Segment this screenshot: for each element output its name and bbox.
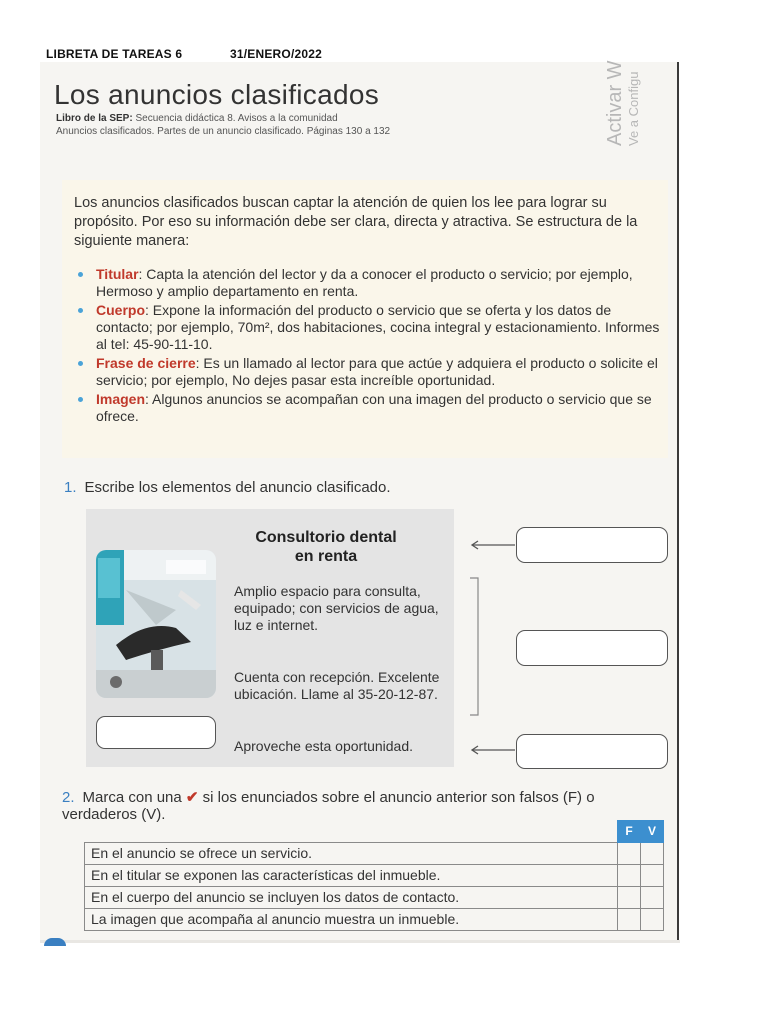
checkbox-f-4[interactable] <box>618 908 641 930</box>
header-spacer <box>85 821 618 843</box>
term-titular: Titular <box>96 266 139 282</box>
def-imagen: : Algunos anuncios se acompañan con una imagen del producto o servicio que se ofrece. <box>96 391 652 424</box>
table-row <box>85 842 664 864</box>
checkbox-v-1[interactable] <box>641 842 664 864</box>
table-row <box>85 886 664 908</box>
list-item-titular <box>74 266 664 300</box>
table-header-row <box>85 821 664 843</box>
statement-4: La imagen que acompaña al anuncio muestra un inmueble. <box>85 908 618 930</box>
checkbox-v-2[interactable] <box>641 864 664 886</box>
list-item-imagen <box>74 391 664 425</box>
dental-chair-illustration <box>96 550 216 698</box>
book-label: Libro de la SEP: <box>56 113 133 124</box>
checkbox-f-3[interactable] <box>618 886 641 908</box>
question-1 <box>64 479 391 496</box>
ad-headline-line-1: Consultorio dental <box>255 529 397 546</box>
question-1-number: 1. <box>64 479 77 496</box>
term-imagen: Imagen <box>96 391 146 407</box>
ad-closing-phrase: Aproveche esta oportunidad. <box>234 738 414 754</box>
list-item-cierre <box>74 355 664 389</box>
true-false-table <box>84 820 664 931</box>
column-true: V <box>641 821 664 843</box>
lesson-title: Los anuncios clasificados <box>54 79 380 110</box>
watermark-line-2: Ve a Configu <box>626 71 641 146</box>
ad-body-paragraph-2: Cuenta con recepción. Excelente ubicación. Llame al 35-20-12-87. <box>234 669 440 702</box>
answer-box-image[interactable] <box>96 716 216 749</box>
watermark-line-1: Activar W <box>604 60 626 146</box>
ad-headline-line-2: en renta <box>294 548 358 565</box>
term-cierre: Frase de cierre <box>96 355 196 371</box>
book-line-2: Anuncios clasificados. Partes de un anuncio clasificado. Páginas 130 a 132 <box>56 126 391 137</box>
statement-2: En el titular se exponen las características del inmueble. <box>85 864 618 886</box>
answer-box-closing[interactable] <box>516 734 668 769</box>
list-item-cuerpo <box>74 302 664 353</box>
ad-body-paragraph-1: Amplio espacio para consulta, equipado; con servicios de agua, luz e internet. <box>234 583 439 633</box>
term-cuerpo: Cuerpo <box>96 302 145 318</box>
question-2-number: 2. <box>62 789 75 806</box>
ad-headline <box>228 528 424 566</box>
date-label: 31/ENERO/2022 <box>230 47 322 61</box>
page-bottom-edge <box>40 940 680 943</box>
checkbox-v-3[interactable] <box>641 886 664 908</box>
def-cierre: : Es un llamado al lector para que actúe y adquiera el producto o solicite el servicio; por ejemplo, No dejes pasar esta increíble oportunidad. <box>96 355 658 388</box>
column-false: F <box>618 821 641 843</box>
statement-1: En el anuncio se ofrece un servicio. <box>85 842 618 864</box>
def-titular: : Capta la atención del lector y da a conocer el producto o servicio; por ejemplo, Hermoso y amplio departamento en renta. <box>96 266 633 299</box>
question-2 <box>62 789 662 823</box>
checkbox-f-2[interactable] <box>618 864 641 886</box>
dental-office-photo <box>96 550 216 698</box>
statement-3: En el cuerpo del anuncio se incluyen los datos de contacto. <box>85 886 618 908</box>
table-row <box>85 864 664 886</box>
checkbox-f-1[interactable] <box>618 842 641 864</box>
table-row <box>85 908 664 930</box>
lesson-reference <box>56 112 616 138</box>
question-2-text-after: si los enunciados sobre el anuncio anterior son falsos (F) o verdaderos (V). <box>62 789 595 823</box>
def-cuerpo: : Expone la información del producto o servicio que se oferta y los datos de contacto; por ejemplo, 70m², dos habitaciones, cocina integral y estacionamiento. Informes al tel: 45-90-11-10. <box>96 302 660 352</box>
answer-box-body[interactable] <box>516 630 668 666</box>
question-1-text: Escribe los elementos del anuncio clasificado. <box>84 479 391 496</box>
intro-text: Los anuncios clasificados buscan captar la atención de quien los lee para lograr su propósito. Por eso su información debe ser clara, directa y atractiva. Se estructura de la siguiente manera: <box>74 195 638 249</box>
question-2-text-before: Marca con una <box>82 789 182 806</box>
page-corner-marker <box>44 938 66 946</box>
notebook-label: LIBRETA DE TAREAS 6 <box>46 47 183 61</box>
page-edge <box>677 62 679 940</box>
answer-box-title[interactable] <box>516 527 668 563</box>
element-list <box>74 266 664 427</box>
checkbox-v-4[interactable] <box>641 908 664 930</box>
book-line-1: Secuencia didáctica 8. Avisos a la comunidad <box>135 113 338 124</box>
check-mark-icon: ✔ <box>185 789 199 806</box>
